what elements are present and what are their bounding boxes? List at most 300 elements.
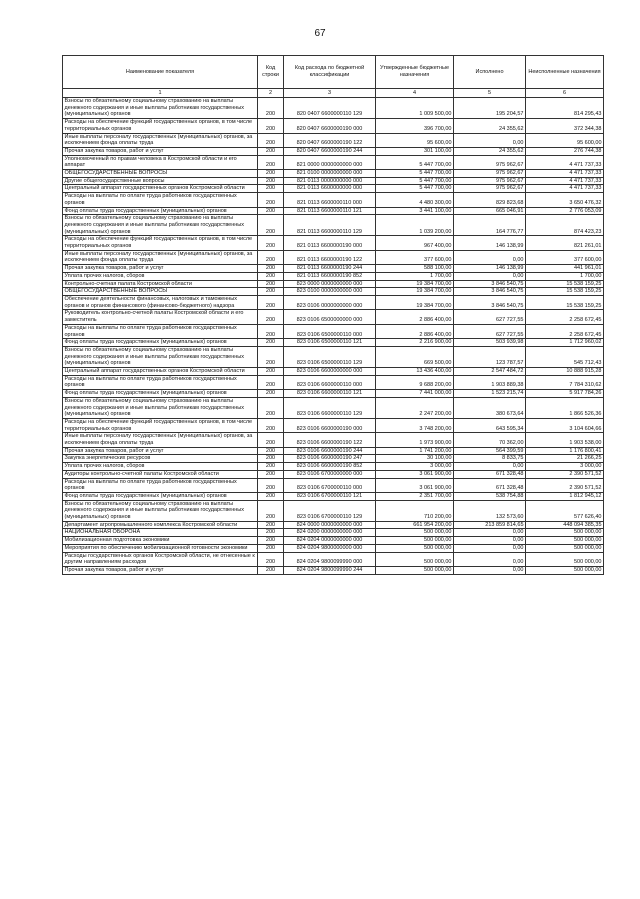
cell-executed: 146 138,99 [454,265,526,273]
table-row [63,346,604,367]
cell-code: 200 [258,288,284,296]
cell-code: 200 [258,147,284,155]
cell-kbk: 821 0113 6600000190 122 [284,250,376,264]
column-number: 5 [454,89,526,98]
column-number: 6 [526,89,604,98]
cell-unexecuted: 814 295,43 [526,98,604,119]
cell-code: 200 [258,478,284,492]
cell-name: Взносы по обязательному социальному страхованию на выплаты денежного содержания и иные выплаты работникам государственных (муниципальных) органов [63,98,258,119]
column-number-row [63,89,604,98]
cell-unexecuted: 10 888 915,28 [526,368,604,376]
cell-approved: 7 441 000,00 [376,390,454,398]
table-row [63,185,604,193]
cell-code: 200 [258,567,284,575]
cell-name: ОБЩЕГОСУДАРСТВЕННЫЕ ВОПРОСЫ [63,288,258,296]
cell-name: Расходы на выплаты по оплате труда работников государственных органов [63,193,258,207]
cell-executed: 24 355,62 [454,119,526,133]
table-row [63,397,604,418]
cell-name: ОБЩЕГОСУДАРСТВЕННЫЕ ВОПРОСЫ [63,170,258,178]
cell-code: 200 [258,470,284,478]
cell-name: Контрольно-счетная палата Костромской области [63,280,258,288]
cell-name: Иные выплаты персоналу государственных (муниципальных) органов, за исключением фонда оплаты труда [63,250,258,264]
column-number: 2 [258,89,284,98]
cell-code: 200 [258,346,284,367]
cell-unexecuted: 276 744,38 [526,147,604,155]
cell-code: 200 [258,177,284,185]
cell-unexecuted: 2 258 672,45 [526,324,604,338]
header-approved: Утвержденные бюджетные назначения [376,56,454,89]
cell-approved: 5 447 700,00 [376,170,454,178]
cell-unexecuted: 500 000,00 [526,567,604,575]
cell-unexecuted: 2 390 571,52 [526,478,604,492]
table-row [63,478,604,492]
table-row [63,492,604,500]
cell-code: 200 [258,368,284,376]
header-executed: Исполнено [454,56,526,89]
cell-executed: 0,00 [454,463,526,471]
cell-approved: 1 009 500,00 [376,98,454,119]
cell-name: Аудиторы контрольно-счетной палаты Костромской области [63,470,258,478]
header-kbk: Код расхода по бюджетной классификации [284,56,376,89]
table-row [63,250,604,264]
cell-unexecuted: 1 903 538,00 [526,433,604,447]
cell-kbk: 823 0100 0000000000 000 [284,288,376,296]
cell-code: 200 [258,552,284,566]
table-row [63,98,604,119]
cell-name: Взносы по обязательному социальному страхованию на выплаты денежного содержания и иные выплаты работникам государственных (муниципальных) органов [63,215,258,236]
cell-name: Другие общегосударственные вопросы [63,177,258,185]
cell-name: Прочая закупка товаров, работ и услуг [63,147,258,155]
cell-executed: 564 399,59 [454,447,526,455]
cell-executed: 671 328,48 [454,478,526,492]
cell-name: Иные выплаты персоналу государственных (муниципальных) органов, за исключением фонда оплаты труда [63,433,258,447]
table-row [63,119,604,133]
table-row [63,177,604,185]
column-number: 3 [284,89,376,98]
cell-name: Руководитель контрольно-счетной палаты Костромской области и его заместитель [63,310,258,324]
cell-code: 200 [258,98,284,119]
cell-kbk: 824 0204 9800099990 244 [284,567,376,575]
cell-approved: 1 973 900,00 [376,433,454,447]
cell-kbk: 823 0106 6600000190 852 [284,463,376,471]
table-row [63,537,604,545]
cell-executed: 643 595,34 [454,418,526,432]
budget-execution-table [62,55,604,575]
cell-code: 200 [258,544,284,552]
cell-kbk: 823 0106 6700000110 129 [284,500,376,521]
cell-approved: 9 688 200,00 [376,375,454,389]
cell-name: Уполномоченный по правам человека в Костромской области и его аппарат [63,155,258,169]
cell-kbk: 821 0000 0000000000 000 [284,155,376,169]
cell-kbk: 823 0106 6600000190 244 [284,447,376,455]
cell-kbk: 823 0106 6600000190 122 [284,433,376,447]
cell-kbk: 823 0106 6500000000 000 [284,310,376,324]
cell-code: 200 [258,265,284,273]
table-header-row [63,56,604,89]
table-row [63,375,604,389]
cell-unexecuted: 1 812 945,12 [526,492,604,500]
cell-executed: 975 962,67 [454,155,526,169]
cell-unexecuted: 2 258 672,45 [526,310,604,324]
table-row [63,272,604,280]
page-number: 67 [314,28,326,39]
cell-name: Расходы на выплаты по оплате труда работников государственных органов [63,324,258,338]
cell-name: Взносы по обязательному социальному страхованию на выплаты денежного содержания и иные выплаты работникам государственных (муниципальных) органов [63,346,258,367]
cell-code: 200 [258,207,284,215]
cell-code: 200 [258,455,284,463]
table-row [63,521,604,529]
cell-code: 200 [258,170,284,178]
table-row [63,295,604,309]
cell-kbk: 824 0204 0000000000 000 [284,537,376,545]
cell-kbk: 823 0106 6600000110 129 [284,397,376,418]
cell-kbk: 821 0113 6600000000 000 [284,185,376,193]
table-row [63,280,604,288]
cell-name: НАЦИОНАЛЬНАЯ ОБОРОНА [63,529,258,537]
cell-name: Расходы на обеспечение функций государственных органов, в том числе территориальных органов [63,119,258,133]
table-row [63,170,604,178]
cell-code: 200 [258,236,284,250]
cell-approved: 3 748 200,00 [376,418,454,432]
cell-executed: 380 673,64 [454,397,526,418]
cell-unexecuted: 1 712 960,02 [526,339,604,347]
column-number: 4 [376,89,454,98]
cell-kbk: 820 0407 6600000190 244 [284,147,376,155]
cell-unexecuted: 3 650 476,32 [526,193,604,207]
cell-name: Фонд оплаты труда государственных (муниципальных) органов [63,390,258,398]
header-unexecuted: Неисполненные назначения [526,56,604,89]
cell-unexecuted: 4 471 737,33 [526,155,604,169]
cell-kbk: 824 0204 9800000000 000 [284,544,376,552]
cell-kbk: 823 0106 6500000110 121 [284,339,376,347]
cell-name: Фонд оплаты труда государственных (муниципальных) органов [63,207,258,215]
cell-executed: 146 138,99 [454,236,526,250]
cell-executed: 70 362,00 [454,433,526,447]
cell-kbk: 823 0106 6600000110 121 [284,390,376,398]
cell-executed: 671 328,48 [454,470,526,478]
cell-approved: 1 700,00 [376,272,454,280]
cell-kbk: 821 0113 0000000000 000 [284,177,376,185]
table-row [63,236,604,250]
cell-kbk: 820 0407 6600000190 122 [284,133,376,147]
cell-name: Взносы по обязательному социальному страхованию на выплаты денежного содержания и иные выплаты работникам государственных (муниципальных) органов [63,500,258,521]
cell-code: 200 [258,447,284,455]
cell-approved: 2 886 400,00 [376,310,454,324]
cell-name: Уплата прочих налогов, сборов [63,463,258,471]
cell-kbk: 821 0113 6600000190 852 [284,272,376,280]
cell-code: 200 [258,418,284,432]
table-row [63,390,604,398]
cell-name: Расходы государственных органов Костромской области, не отнесенные к другим направлениям расходов [63,552,258,566]
cell-executed: 627 727,55 [454,324,526,338]
table-row [63,447,604,455]
cell-kbk: 821 0113 6600000110 129 [284,215,376,236]
cell-approved: 19 384 700,00 [376,295,454,309]
cell-kbk: 823 0000 0000000000 000 [284,280,376,288]
cell-kbk: 820 0407 6600000190 000 [284,119,376,133]
cell-executed: 195 204,57 [454,98,526,119]
cell-executed: 3 846 540,75 [454,288,526,296]
cell-executed: 213 859 814,65 [454,521,526,529]
cell-executed: 975 962,67 [454,177,526,185]
cell-kbk: 823 0106 6600000000 000 [284,368,376,376]
cell-unexecuted: 4 471 737,33 [526,170,604,178]
cell-kbk: 823 0106 6600000190 247 [284,455,376,463]
cell-kbk: 824 0200 0000000000 000 [284,529,376,537]
cell-approved: 967 400,00 [376,236,454,250]
cell-kbk: 824 0204 9800099990 000 [284,552,376,566]
cell-approved: 377 600,00 [376,250,454,264]
table-row [63,418,604,432]
table-row [63,310,604,324]
cell-approved: 500 000,00 [376,537,454,545]
cell-unexecuted: 4 471 737,33 [526,185,604,193]
cell-unexecuted: 1 700,00 [526,272,604,280]
cell-unexecuted: 500 000,00 [526,552,604,566]
cell-name: Прочая закупка товаров, работ и услуг [63,265,258,273]
table-row [63,288,604,296]
cell-executed: 0,00 [454,552,526,566]
cell-name: Расходы на выплаты по оплате труда работников государственных органов [63,478,258,492]
cell-name: Прочая закупка товаров, работ и услуг [63,447,258,455]
cell-executed: 164 776,77 [454,215,526,236]
cell-executed: 665 046,91 [454,207,526,215]
cell-unexecuted: 2 390 571,52 [526,470,604,478]
table-row [63,433,604,447]
cell-executed: 1 523 215,74 [454,390,526,398]
cell-approved: 710 200,00 [376,500,454,521]
cell-unexecuted: 3 000,00 [526,463,604,471]
cell-code: 200 [258,433,284,447]
table-row [63,567,604,575]
cell-name: Мобилизационная подготовка экономики [63,537,258,545]
cell-approved: 19 384 700,00 [376,288,454,296]
table-row [63,368,604,376]
header-name: Наименование показателя [63,56,258,89]
cell-name: Фонд оплаты труда государственных (муниципальных) органов [63,339,258,347]
table-row [63,193,604,207]
cell-unexecuted: 545 712,43 [526,346,604,367]
cell-approved: 500 000,00 [376,544,454,552]
cell-unexecuted: 4 471 737,33 [526,177,604,185]
cell-unexecuted: 448 094 385,35 [526,521,604,529]
cell-kbk: 823 0106 6500000110 129 [284,346,376,367]
cell-executed: 132 573,60 [454,500,526,521]
table-row [63,324,604,338]
cell-kbk: 823 0106 6700000110 000 [284,478,376,492]
cell-code: 200 [258,463,284,471]
cell-kbk: 821 0113 6600000110 000 [284,193,376,207]
cell-name: Прочая закупка товаров, работ и услуг [63,567,258,575]
cell-kbk: 823 0106 0000000000 000 [284,295,376,309]
cell-executed: 0,00 [454,544,526,552]
cell-code: 200 [258,397,284,418]
cell-approved: 5 447 700,00 [376,155,454,169]
cell-executed: 538 754,88 [454,492,526,500]
cell-code: 200 [258,390,284,398]
cell-unexecuted: 15 538 159,25 [526,280,604,288]
cell-executed: 0,00 [454,537,526,545]
cell-executed: 829 823,68 [454,193,526,207]
table-row [63,147,604,155]
table-row [63,455,604,463]
cell-approved: 396 700,00 [376,119,454,133]
cell-approved: 500 000,00 [376,552,454,566]
cell-code: 200 [258,537,284,545]
cell-kbk: 823 0106 6700000110 121 [284,492,376,500]
cell-unexecuted: 15 538 159,25 [526,288,604,296]
cell-unexecuted: 3 104 604,66 [526,418,604,432]
cell-code: 200 [258,324,284,338]
cell-kbk: 823 0106 6500000110 000 [284,324,376,338]
cell-executed: 0,00 [454,250,526,264]
cell-approved: 2 216 900,00 [376,339,454,347]
cell-name: Уплата прочих налогов, сборов [63,272,258,280]
table-row [63,529,604,537]
cell-executed: 3 846 540,75 [454,295,526,309]
cell-unexecuted: 95 600,00 [526,133,604,147]
table-row [63,207,604,215]
cell-approved: 301 100,00 [376,147,454,155]
cell-approved: 1 039 200,00 [376,215,454,236]
cell-unexecuted: 21 266,25 [526,455,604,463]
table-row [63,500,604,521]
cell-name: Расходы на обеспечение функций государственных органов, в том числе территориальных органов [63,236,258,250]
cell-approved: 2 886 400,00 [376,324,454,338]
cell-name: Иные выплаты персоналу государственных (муниципальных) органов, за исключением фонда оплаты труда [63,133,258,147]
cell-name: Центральный аппарат государственных органов Костромской области [63,185,258,193]
cell-name: Центральный аппарат государственных органов Костромской области [63,368,258,376]
cell-kbk: 823 0106 6600000190 000 [284,418,376,432]
cell-executed: 503 939,98 [454,339,526,347]
cell-unexecuted: 2 776 053,09 [526,207,604,215]
cell-unexecuted: 821 261,01 [526,236,604,250]
cell-unexecuted: 874 423,23 [526,215,604,236]
cell-approved: 2 351 700,00 [376,492,454,500]
cell-code: 200 [258,521,284,529]
cell-approved: 95 600,00 [376,133,454,147]
table-row [63,552,604,566]
cell-approved: 500 000,00 [376,567,454,575]
cell-name: Мероприятия по обеспечению мобилизационной готовности экономики [63,544,258,552]
table-row [63,544,604,552]
cell-code: 200 [258,193,284,207]
cell-kbk: 821 0100 0000000000 000 [284,170,376,178]
cell-approved: 661 954 200,00 [376,521,454,529]
cell-code: 200 [258,119,284,133]
cell-approved: 3 441 100,00 [376,207,454,215]
cell-unexecuted: 500 000,00 [526,544,604,552]
cell-executed: 0,00 [454,567,526,575]
cell-approved: 13 436 400,00 [376,368,454,376]
cell-kbk: 823 0106 6600000110 000 [284,375,376,389]
cell-approved: 3 061 900,00 [376,470,454,478]
cell-code: 200 [258,310,284,324]
cell-unexecuted: 372 344,38 [526,119,604,133]
table-row [63,133,604,147]
cell-code: 200 [258,280,284,288]
cell-approved: 500 000,00 [376,529,454,537]
cell-unexecuted: 500 000,00 [526,537,604,545]
cell-executed: 0,00 [454,529,526,537]
cell-kbk: 823 0106 6700000000 000 [284,470,376,478]
cell-unexecuted: 500 000,00 [526,529,604,537]
cell-approved: 3 000,00 [376,463,454,471]
cell-code: 200 [258,375,284,389]
cell-approved: 588 100,00 [376,265,454,273]
cell-code: 200 [258,295,284,309]
cell-name: Расходы на обеспечение функций государственных органов, в том числе территориальных органов [63,418,258,432]
cell-code: 200 [258,529,284,537]
cell-code: 200 [258,215,284,236]
cell-code: 200 [258,133,284,147]
cell-code: 200 [258,250,284,264]
table-row [63,339,604,347]
cell-approved: 5 447 700,00 [376,185,454,193]
cell-unexecuted: 1 176 800,41 [526,447,604,455]
cell-executed: 8 833,75 [454,455,526,463]
cell-executed: 2 547 484,72 [454,368,526,376]
cell-approved: 3 061 900,00 [376,478,454,492]
cell-kbk: 824 0000 0000000000 000 [284,521,376,529]
cell-approved: 4 480 300,00 [376,193,454,207]
cell-approved: 19 384 700,00 [376,280,454,288]
cell-name: Фонд оплаты труда государственных (муниципальных) органов [63,492,258,500]
header-code: Код строки [258,56,284,89]
cell-name: Расходы на выплаты по оплате труда работников государственных органов [63,375,258,389]
cell-name: Закупка энергетических ресурсов [63,455,258,463]
cell-code: 200 [258,500,284,521]
cell-executed: 0,00 [454,272,526,280]
cell-executed: 627 727,55 [454,310,526,324]
cell-code: 200 [258,492,284,500]
cell-name: Обеспечение деятельности финансовых, налоговых и таможенных органов и органов финансового (финансово-бюджетного) надзора [63,295,258,309]
cell-unexecuted: 1 866 526,36 [526,397,604,418]
cell-code: 200 [258,272,284,280]
table-row [63,265,604,273]
cell-name: Взносы по обязательному социальному страхованию на выплаты денежного содержания и иные выплаты работникам государственных (муниципальных) органов [63,397,258,418]
table-row [63,215,604,236]
cell-name: Департамент агропромышленного комплекса Костромской области [63,521,258,529]
cell-executed: 975 962,67 [454,170,526,178]
cell-executed: 24 355,62 [454,147,526,155]
cell-unexecuted: 15 538 159,25 [526,295,604,309]
cell-kbk: 821 0113 6600000190 000 [284,236,376,250]
cell-approved: 1 741 200,00 [376,447,454,455]
table-row [63,463,604,471]
cell-executed: 975 962,67 [454,185,526,193]
cell-code: 200 [258,185,284,193]
cell-executed: 3 846 540,75 [454,280,526,288]
cell-code: 200 [258,155,284,169]
cell-unexecuted: 7 784 310,62 [526,375,604,389]
table-row [63,470,604,478]
column-number: 1 [63,89,258,98]
cell-unexecuted: 441 961,01 [526,265,604,273]
cell-executed: 123 787,57 [454,346,526,367]
cell-executed: 1 903 889,38 [454,375,526,389]
cell-approved: 669 500,00 [376,346,454,367]
cell-kbk: 821 0113 6600000190 244 [284,265,376,273]
cell-approved: 5 447 700,00 [376,177,454,185]
cell-unexecuted: 577 626,40 [526,500,604,521]
cell-approved: 2 247 200,00 [376,397,454,418]
cell-executed: 0,00 [454,133,526,147]
cell-unexecuted: 5 917 784,26 [526,390,604,398]
cell-kbk: 820 0407 6600000110 129 [284,98,376,119]
cell-unexecuted: 377 600,00 [526,250,604,264]
table-row [63,155,604,169]
